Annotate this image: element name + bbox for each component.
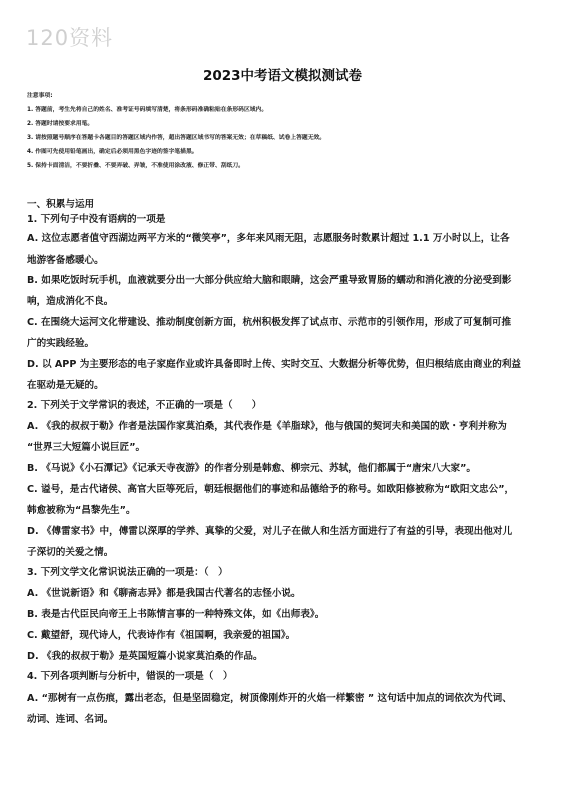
question-line: C. 在围绕大运河文化带建设、推动制度创新方面，杭州积极发挥了试点市、示范市的引领作用，形成了可复制可推 [27, 317, 512, 328]
question-line: “世界三大短篇小说巨匠”。 [27, 442, 146, 453]
question-line: 4. 下列各项判断与分析中，错误的一项是（ ） [27, 671, 233, 682]
notice-item: 2. 答题时请按要求用笔。 [27, 121, 94, 127]
watermark: 120资料 [26, 26, 114, 50]
question-line: 子深切的关爱之情。 [27, 547, 114, 558]
question-line: 广的实践经验。 [27, 338, 95, 349]
question-line: 1. 下列句子中没有语病的一项是 [27, 214, 166, 225]
question-line: 在驱动是无疑的。 [27, 380, 104, 391]
question-line: A. 《世说新语》和《聊斋志异》都是我国古代著名的志怪小说。 [27, 588, 301, 599]
question-line: 响，造成消化不良。 [27, 296, 114, 307]
question-line: D. 以 APP 为主要形态的电子家庭作业或许具备即时上传、实时交互、大数据分析等优势，但归根结底由商业的利益 [27, 359, 522, 370]
question-line: C. 戴望舒，现代诗人，代表诗作有《祖国啊，我亲爱的祖国》。 [27, 630, 296, 641]
notice-section [27, 89, 547, 173]
question-line: A. “那树有一点伤痕，露出老态，但是坚固稳定，树顶像刚炸开的火焰一样繁密 ” 这句话中加点的词依次为代词、 [27, 693, 512, 704]
notice-item: 4. 作图可先使用铅笔画出，确定后必须用黑色字迹的签字笔描黑。 [27, 149, 198, 155]
question-line: B. 表是古代臣民向帝王上书陈情言事的一种特殊文体，如《出师表》。 [27, 609, 325, 620]
question-line: 2. 下列关于文学常识的表述，不正确的一项是（ ） [27, 400, 262, 411]
question-line: D. 《我的叔叔于勒》是英国短篇小说家莫泊桑的作品。 [27, 651, 263, 662]
question-line: C. 谥号，是古代诸侯、高官大臣等死后，朝廷根据他们的事迹和品德给予的称号。如欧阳修被称为“欧阳文忠公”， [27, 484, 515, 495]
question-line: 动词、连词、名词。 [27, 714, 114, 725]
notice-item: 1. 答题前，考生先将自己的姓名、准考证号码填写清楚，将条形码准确粘贴在条形码区域内。 [27, 107, 268, 113]
page-title: 2023中考语文模拟测试卷 [202, 68, 363, 84]
notice-item: 5. 保持卡面清洁，不要折叠、不要弄破、弄皱，不准使用涂改液、修正带、刮纸刀。 [27, 163, 244, 169]
question-line: 地游客备感暖心。 [27, 255, 104, 266]
question-line: B. 《马说》《小石潭记》《记承天寺夜游》的作者分别是韩愈、柳宗元、苏轼，他们都属于“唐宋八大家”。 [27, 463, 477, 474]
question-line: A. 这位志愿者值守西湖边两平方米的“微笑亭”，多年来风雨无阻，志愿服务时数累计超过 1.1 万小时以上，让各 [27, 233, 510, 244]
notice-heading: 注意事项: [27, 93, 53, 99]
question-line: B. 如果吃饭时玩手机，血液就要分出一大部分供应给大脑和眼睛，这会严重导致胃肠的蠕动和消化液的分泌受到影 [27, 275, 512, 286]
question-line: 韩愈被称为“昌黎先生”。 [27, 505, 136, 516]
section-heading: 一、积累与运用 [27, 199, 95, 210]
question-line: 3. 下列文学文化常识说法正确的一项是：（ ） [27, 567, 228, 578]
question-line: A. 《我的叔叔于勒》作者是法国作家莫泊桑，其代表作是《羊脂球》，他与俄国的契诃夫和美国的欧・亨利并称为 [27, 421, 507, 432]
notice-item: 3. 请按照题号顺序在答题卡各题目的答题区域内作答，超出答题区域书写的答案无效；在草稿纸、试卷上答题无效。 [27, 135, 326, 141]
question-line: D. 《傅雷家书》中，傅雷以深厚的学养、真挚的父爱，对儿子在做人和生活方面进行了有益的引导，表现出他对儿 [27, 526, 513, 537]
